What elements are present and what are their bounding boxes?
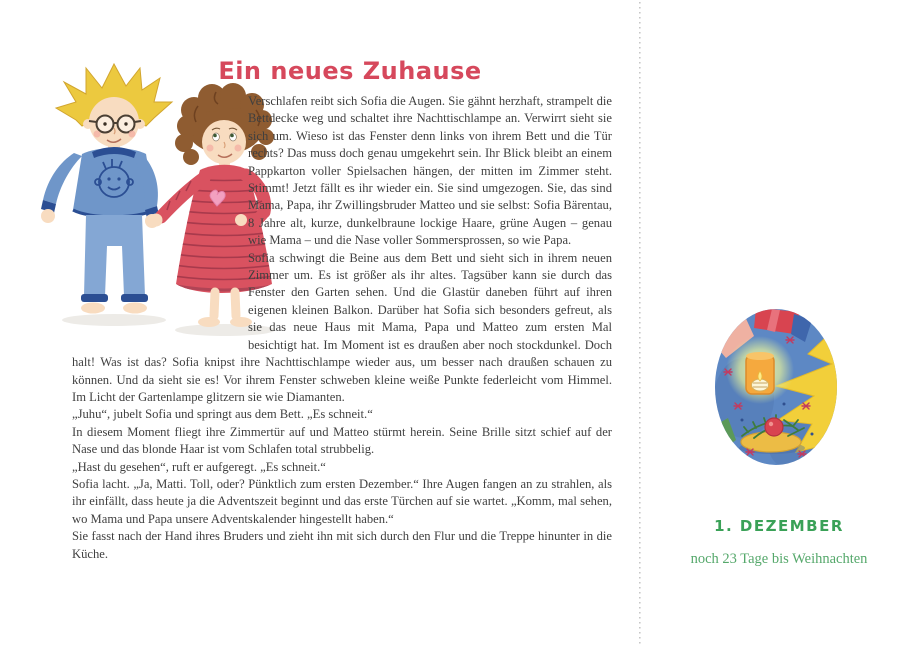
story-paragraph: Verschlafen reibt sich Sofia die Augen. Sie gähnt herzhaft, strampelt die Bettdecke weg und schaltet ihre Nachttischlampe an. Verwirrt sieht sie sich um. Wieso ist das Fenster denn links von ihrem Bett und die Tür rechts? Das muss doch genau umgekehrt sein. Ihr Blick bleibt an einem Pappkarton voller Spielsachen hängen, der mitten im Zimmer steht. Stimmt! Jetzt fällt es ihr wieder ein. Sie sind umgezogen. Sie, das sind Mama, Papa, ihr Zwillingsbruder Matteo und sie selbst: Sofia Bärentau, 8 Jahre alt, kurze, dunkelbraune lockige Haare, grüne Augen – genau wie Mama – und die Nase voller Sommersprossen, so wie Papa. (248, 94, 612, 248)
boy-left-hand (41, 209, 55, 223)
candle-in-glass (746, 352, 774, 394)
red-ornament (765, 418, 783, 436)
text-wrap-spacer (72, 93, 248, 344)
story-paragraph: In diesem Moment fliegt ihre Zimmertür auf und Matteo stürmt herein. Seine Brille sitzt schief auf der Nase und das blonde Haar ist vom Schlafen total strubbelig. (72, 424, 612, 457)
story-paragraph: Sofia schwingt die Beine aus dem Bett und sieht sich in ihrem neuen Zimmer um. Es ist größer als ihr altes. Tagsüber kann sie durch das Fenster den Garten sehen. Und die Glastür daneben führt auf ihren eigenen kleinen Balkon. Darüber hat Sofia sich besonders gefreut, als sie das neue Haus mit Mama, Papa und Matteo zum ersten Mal besichtigt hat. Im Moment ist es draußen aber noch stockdunkel. Doch halt! Was ist das? Sofia knipst ihre Nachttischlampe wieder aus, um besser nach draußen schauen zu können. Und da sieht sie es! Vor ihrem Fenster schweben kleine weiße Punkte federleicht vom Himmel. Im Licht der Gartenlampe glitzern sie wie Diamanten. (72, 250, 612, 404)
day-heading: 1. DEZEMBER (714, 517, 844, 535)
story-paragraph: „Hast du gesehen“, ruft er aufgeregt. „Es schneit.“ (72, 459, 326, 474)
chapter-title: Ein neues Zuhause (218, 57, 482, 85)
story-paragraph: Sofia lacht. „Ja, Matti. Toll, oder? Pünktlich zum ersten Dezember.“ Ihre Augen fangen an zu strahlen, als ihr einfällt, dass heute ja die Adventszeit beginnt und das erste Türchen auf sie wartet. „Komm, mal sehen, wo Mama und Papa unsere Adventskalender hingestellt haben.“ (72, 476, 612, 526)
story-text-column (72, 56, 612, 563)
countdown-text: noch 23 Tage bis Weihnachten (690, 551, 868, 567)
story-paragraph: „Juhu“, jubelt Sofia und springt aus dem Bett. „Es schneit.“ (72, 407, 373, 422)
right-page (641, 0, 917, 648)
story-paragraph: Sie fasst nach der Hand ihres Bruders und zieht ihn mit sich durch den Flur und die Treppe hinunter in die Küche. (72, 529, 612, 561)
advent-candle-illustration (714, 308, 838, 466)
